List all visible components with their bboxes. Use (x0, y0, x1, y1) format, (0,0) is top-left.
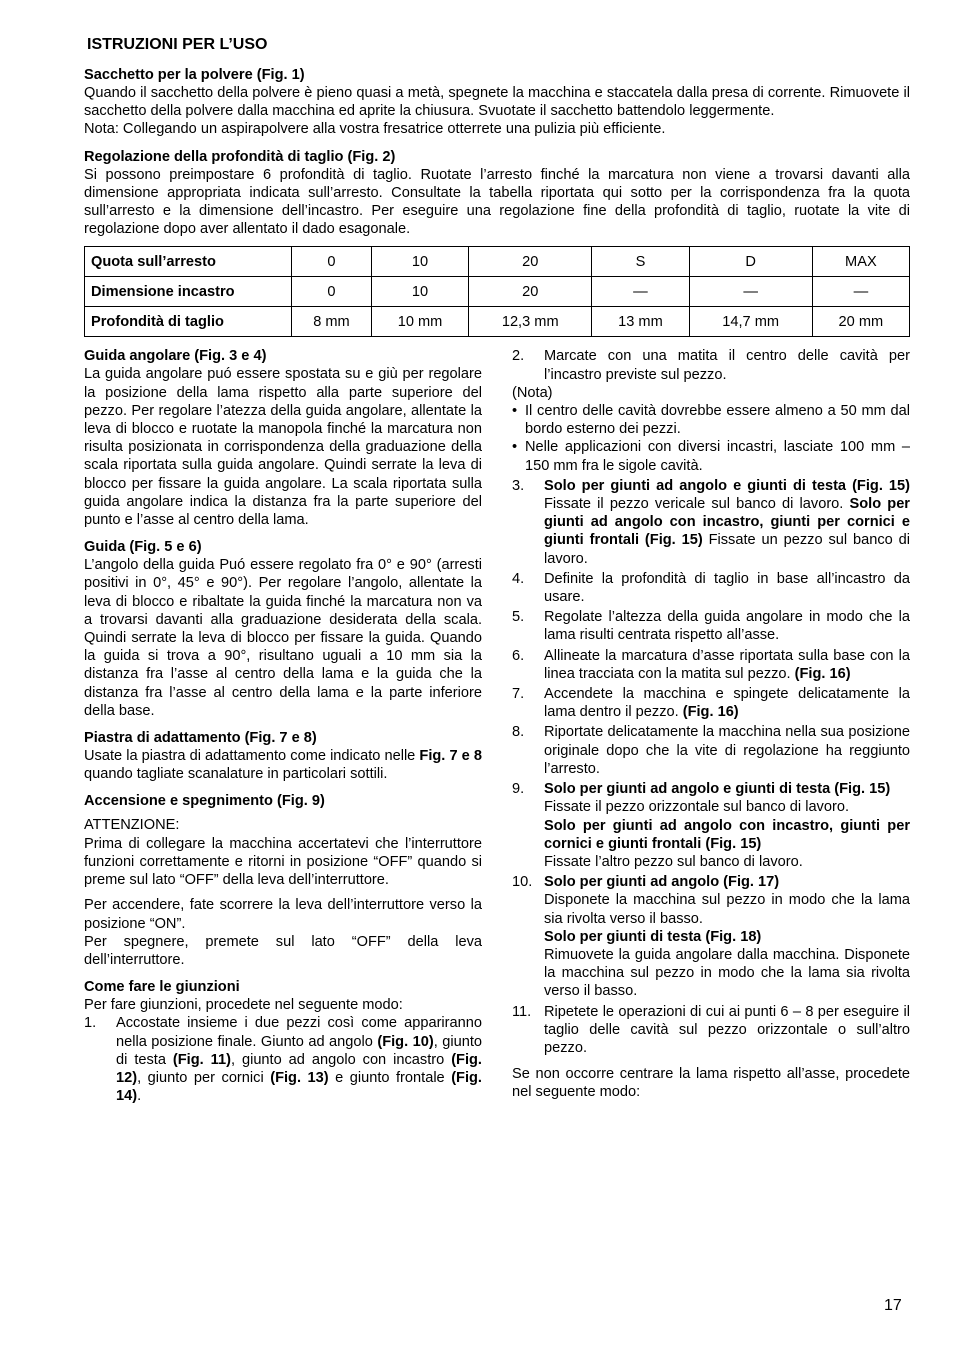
bullet-item: • Nelle applicazioni con diversi incastri, lasciate 100 mm – 150 mm fra le sigole cavità. (512, 439, 910, 474)
section-title: Accensione e spegnimento (Fig. 9) (84, 793, 325, 810)
section-angle-guide (84, 347, 482, 529)
table-cell: 0 (292, 247, 372, 277)
paragraph: Se non occorre centrare la lama rispetto all’asse, procedete nel seguente modo: (512, 1066, 910, 1101)
depth-table (84, 246, 910, 337)
two-column-body (84, 347, 910, 1114)
table-cell: 0 (292, 277, 372, 307)
section-title: Come fare le giunzioni (84, 979, 240, 996)
table-row (85, 277, 910, 307)
bullet-item: • Il centro delle cavità dovrebbe essere almeno a 50 mm dal bordo esterno dei pezzi. (512, 403, 910, 438)
section-joints (84, 978, 482, 1105)
paragraph: Prima di collegare la macchina accertatevi che l’interruttore funzioni correttamente e ritorni in posizione “OFF” quando si preme sul lato “OFF” della leva dell’interruttore. (84, 835, 482, 889)
table-cell: 20 mm (812, 307, 909, 337)
row-header: Dimensione incastro (85, 277, 292, 307)
list-item: 10. Solo per giunti ad angolo (Fig. 17) Disponete la macchina sul pezzo in modo che la lama sia rivolta verso il basso. Solo per giunti di testa (Fig. 18) Rimuovete la guida angolare dalla macchina. Disponete la macchina sul pezzo in modo che la lama sia rivolta verso il basso. (512, 874, 910, 1000)
paragraph: Usate la piastra di adattamento come indicato nelle Fig. 7 e 8 quando tagliate scanalature in particolari sottili. (84, 748, 482, 783)
table-row (85, 307, 910, 337)
paragraph: Nota: Collegando un aspirapolvere alla vostra fresatrice otterrete una pulizia più efficiente. (84, 121, 666, 138)
list-item: 4. Definite la profondità di taglio in base all’incastro da usare. (512, 570, 910, 606)
list-item: 7. Accendete la macchina e spingete delicatamente la lama dentro il pezzo. (Fig. 16) (512, 686, 910, 721)
row-header: Quota sull’arresto (85, 247, 292, 277)
table-cell: — (689, 277, 812, 307)
table-cell: S (592, 247, 689, 277)
left-column (84, 347, 482, 1114)
list-item: 3. Solo per giunti ad angolo e giunti di testa (Fig. 15) Fissate il pezzo vericale sul banco di lavoro. Solo per giunti ad angolo con incastro, giunti per cornici e giunti frontali (Fig. 15) Fissate un pezzo sul banco di lavoro. (512, 477, 910, 567)
list-item: 2. Marcate con una matita il centro delle cavità per l’incastro previste sul pezzo. (512, 348, 910, 383)
table-cell: — (592, 277, 689, 307)
table-cell: 20 (469, 247, 592, 277)
section-title: Sacchetto per la polvere (Fig. 1) (84, 67, 305, 83)
section-adapter-plate (84, 729, 482, 783)
page-number: 17 (884, 1297, 902, 1314)
table-cell: 8 mm (292, 307, 372, 337)
paragraph: La guida angolare puó essere spostata su e giù per regolare la posizione della lama rispetto alla parte superiore del pezzo. Per regolare l’atezza della guida angolare, allentate la leva di blocco e ruotate la manopola finché la marcatura non risulta posizionata in corrispondenza della graduazione della scala riportata sulla guida angolare. Quindi serrate la leva di blocco per fissare la guida angolare. La scala riportata sulla guida angolare indica la distanza fra la parte superiore del punto e l’asse al centro della lama. (84, 366, 482, 529)
table-cell: — (812, 277, 909, 307)
table-cell: 10 (371, 247, 468, 277)
section-guide (84, 538, 482, 720)
section-title: Piastra di adattamento (Fig. 7 e 8) (84, 730, 317, 747)
paragraph: Quando il sacchetto della polvere è pieno quasi a metà, spegnete la macchina e staccatela dalla presa di corrente. Rimuovete il sacchetto della polvere dalla macchina ed aprite la chiusura. Svuotate il sacchetto battendolo leggermente. (84, 85, 910, 120)
table-row (85, 247, 910, 277)
note-label: (Nota) (512, 384, 553, 401)
list-item: 9. Solo per giunti ad angolo e giunti di testa (Fig. 15) Fissate il pezzo orizzontale sul banco di lavoro. Solo per giunti ad angolo con incastro, giunti per cornici e giunti frontali (Fig. 15) Fissate l’altro pezzo sul banco di lavoro. (512, 781, 910, 870)
table-cell: D (689, 247, 812, 277)
paragraph: Per accendere, fate scorrere la leva dell’interruttore verso la posizione “ON”. (84, 897, 482, 932)
table-cell: 13 mm (592, 307, 689, 337)
table-cell: 20 (469, 277, 592, 307)
section-dust-bag (84, 66, 910, 139)
section-depth-adjust (84, 148, 910, 239)
list-item: 1. Accostate insieme i due pezzi così come appariranno nella posizione finale. Giunto ad angolo (Fig. 10), giunto di testa (Fig. 11), giunto ad angolo con incastro (Fig. 12), giunto per cornici (Fig. 13) e giunto frontale (Fig. 14). (84, 1015, 482, 1105)
section-switch (84, 792, 482, 969)
list-item: 6. Allineate la marcatura d’asse riportata sulla base con la linea tracciata con la matita sul pezzo. (Fig. 16) (512, 647, 910, 682)
list-item: 11. Ripetete le operazioni di cui ai punti 6 – 8 per eseguire il taglio delle cavità sul pezzo orizzontale o sull’altro pezzo. (512, 1003, 910, 1056)
section-title: Regolazione della profondità di taglio (Fig. 2) (84, 148, 396, 165)
paragraph: L’angolo della guida Puó essere regolato fra 0° e 90° (arresti positivi in 0°, 45° e 90°). Per regolare l’angolo, allentate la leva di blocco e ribaltate la guida finché la marcatura non va a trovarsi davanti alla graduazione desiderata della scala. Quindi serrate la leva di blocco per fissare la guida. Quando la guida si trova a 90°, risultano uguali a 10 mm sia la distanza fra l’asse al centro della lama e la guida che la distanza fra l’asse al centro della lama e la parte inferiore della base. (84, 557, 482, 719)
paragraph: Per spegnere, premete sul lato “OFF” della leva dell’interruttore. (84, 933, 482, 968)
table-cell: 12,3 mm (469, 307, 592, 337)
table-cell: 14,7 mm (689, 307, 812, 337)
right-column (512, 347, 910, 1114)
caution-label: ATTENZIONE: (84, 817, 180, 834)
section-title: Guida angolare (Fig. 3 e 4) (84, 348, 267, 365)
paragraph: Si possono preimpostare 6 profondità di taglio. Ruotate l’arresto finché la marcatura non viene a trovarsi davanti alla dimensione appropriata indicata sull’arresto. Consultate la tabella riportata qui sotto per la corrispondenza fra la quota sull’arresto e la dimensione dell’incastro. Per eseguire una regolazione fine della profondità di taglio, ruotate la vite di regolazione dopo aver allentato il dado esagonale. (84, 166, 910, 238)
page-title: ISTRUZIONI PER L’USO (87, 36, 268, 53)
table-cell: 10 (371, 277, 468, 307)
list-item: 5. Regolate l’altezza della guida angolare in modo che la lama risulti centrata rispetto all’asse. (512, 609, 910, 644)
table-cell: 10 mm (371, 307, 468, 337)
paragraph: Per fare giunzioni, procedete nel seguente modo: (84, 997, 403, 1014)
row-header: Profondità di taglio (85, 307, 292, 337)
list-item: 8. Riportate delicatamente la macchina nella sua posizione originale dopo che la vite di regolazione ha reggiunto l’arresto. (512, 724, 910, 777)
manual-page (84, 36, 910, 1114)
section-title: Guida (Fig. 5 e 6) (84, 539, 202, 556)
table-cell: MAX (812, 247, 909, 277)
